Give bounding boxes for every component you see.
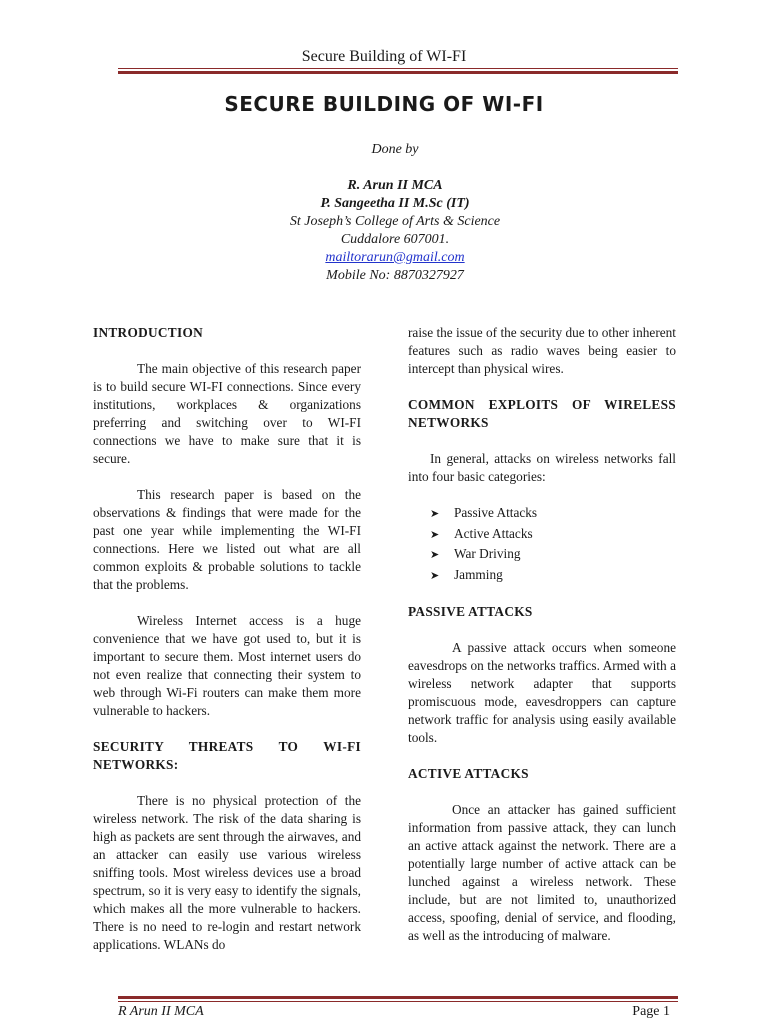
arrow-bullet-icon: ➤ <box>430 528 440 541</box>
done-by: Done by <box>371 142 419 157</box>
page-number: Page 1 <box>632 1004 670 1019</box>
author-1: R. Arun II MCA <box>347 178 443 193</box>
passive-attacks-paragraph: A passive attack occurs when someone eavesdrops on the networks traffics. Armed with a wireless network adapter that supports promiscuous mode, eavesdroppers can capture network traffic for analysis using easily available tools. <box>408 639 676 745</box>
left-column <box>93 324 361 972</box>
email-link[interactable]: mailtorarun@gmail.com <box>325 250 465 265</box>
continued-paragraph: raise the issue of the security due to other inherent features such as radio waves being easier to intercept than physical wires. <box>408 325 676 376</box>
right-column <box>408 324 676 963</box>
list-item: ➤ Passive Attacks <box>430 504 676 523</box>
intro-paragraph-2: This research paper is based on the observations & findings that were made for the past one year while implementing the WI-FI connections. Here we listed out what are all common exploits & probable solutions to tackle that the problems. <box>93 487 361 592</box>
arrow-bullet-icon: ➤ <box>430 549 440 562</box>
attack-list <box>408 504 676 585</box>
footer-rule <box>118 996 678 1002</box>
active-attacks-heading: ACTIVE ATTACKS <box>408 765 529 781</box>
threats-heading: SECURITY THREATS TO WI-FI NETWORKS: <box>93 739 361 772</box>
running-header: Secure Building of WI-FI <box>301 48 467 65</box>
list-item: ➤ Active Attacks <box>430 525 676 544</box>
active-attacks-paragraph: Once an attacker has gained sufficient information from passive attack, they can lunch an active attack against the network. There are a potentially large number of active attack can be lunched against a wireless network. These include, but are not limited to, unauthorized access, spoofing, denial of service, and flooding, as well as the introducing of malware. <box>408 801 676 943</box>
passive-attacks-heading: PASSIVE ATTACKS <box>408 603 533 619</box>
footer-author: R Arun II MCA <box>118 1004 204 1019</box>
header-rule <box>118 68 678 74</box>
intro-heading: INTRODUCTION <box>93 325 203 340</box>
intro-paragraph-3: Wireless Internet access is a huge convenience that we have got used to, but it is important to secure them. Most internet users do not even realize that connecting their system to web through Wi-Fi routers can make them more vulnerable to hackers. <box>93 613 361 718</box>
list-item: ➤ War Driving <box>430 545 676 564</box>
arrow-bullet-icon: ➤ <box>430 508 440 520</box>
document-title: SECURE BUILDING OF WI-FI <box>224 92 544 116</box>
arrow-bullet-icon: ➤ <box>430 569 440 582</box>
city: Cuddalore 607001. <box>340 232 450 247</box>
exploits-paragraph: In general, attacks on wireless networks fall into four basic categories: <box>408 451 676 484</box>
threats-paragraph: There is no physical protection of the wireless network. The risk of the data sharing is high as packets are sent through the airwaves, and an attacker can easily use various wireless sniffing tools. Most wireless devices use a broad spectrum, so it is very easy to identify the signals, which makes all the more vulnerable to hackers. There is no need to re-login and restart network applications. WLANs do <box>93 793 361 952</box>
author-2: P. Sangeetha II M.Sc (IT) <box>320 196 470 211</box>
byline <box>0 141 768 285</box>
list-item: ➤ Jamming <box>430 566 676 585</box>
college-name: St Joseph’s College of Arts & Science <box>289 214 501 229</box>
exploits-heading: COMMON EXPLOITS OF WIRELESS NETWORKS <box>408 397 676 430</box>
mobile-number: Mobile No: 8870327927 <box>326 268 464 283</box>
intro-paragraph-1: The main objective of this research paper is to build secure WI-FI connections. Since every institutions, workplaces & organizations preferring and switching over to WI-FI connections we have to make sure that it is secure. <box>93 361 361 466</box>
